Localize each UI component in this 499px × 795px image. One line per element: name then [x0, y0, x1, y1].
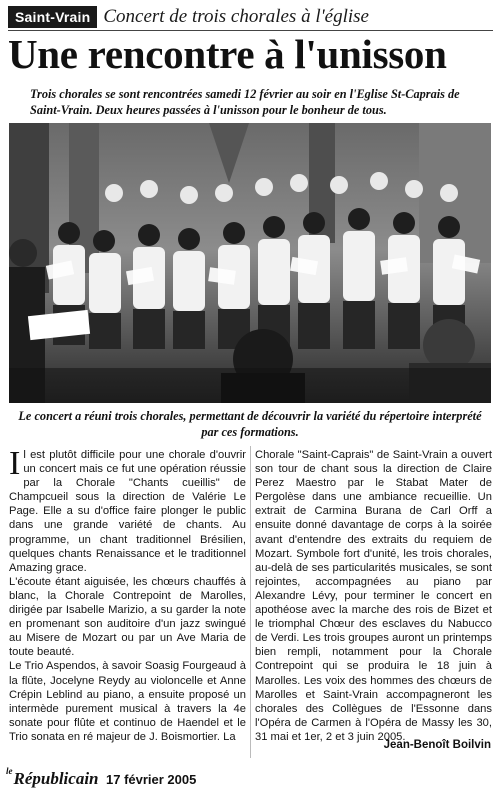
paragraph: L'écoute étant aiguisée, les chœurs chauffés à blanc, la Chorale Contrepoint de Marolles, dirigée par Isabelle Marizio, a su garder la note en promenant son auditoire d'un jazz swingué au Misere de Mozart ou par un Ave Maria de toute beauté.	[9, 575, 246, 659]
newspaper-logo-prefix: le	[6, 766, 13, 776]
drop-cap: I	[9, 445, 21, 482]
paragraph	[9, 445, 246, 575]
column-divider	[250, 446, 251, 758]
choir-photo-illustration	[9, 123, 491, 403]
publication-date: 17 février 2005	[106, 772, 197, 787]
standfirst: Trois chorales se sont rencontrées samedi 12 février au soir en l'Eglise St-Caprais de Saint-Vrain. Deux heures passées à l'unisson pour le bonheur de tous.	[30, 87, 460, 117]
body-column-left	[9, 445, 246, 744]
photo-caption: Le concert a réuni trois chorales, permettant de découvrir la variété du répertoire interprété par ces formations.	[18, 409, 482, 439]
choir-photo	[9, 123, 491, 403]
author-byline: Jean-Benoît Boilvin	[383, 739, 491, 751]
body-column-right	[255, 448, 492, 744]
headline: Une rencontre à l'unisson	[8, 31, 447, 77]
section-title: Concert de trois chorales à l'église	[103, 6, 369, 27]
location-kicker: Saint-Vrain	[8, 6, 97, 28]
paragraph: Chorale "Saint-Caprais" de Saint-Vrain a ouvert son tour de chant sous la direction de Claire Perez Maestro par le Stabat Mater de Pergolèse dans une ambiance recueillie. Un extrait de Carmina Burana de Carl Orff a ensuite donné davantage de corps à la soirée avant d'entendre des extraits du requiem de Mozart. Symbole fort d'unité, les trois chorales, au-delà de ses particularités musicales, se sont rejointes, accompagnées au piano par Alexandre Lévy, pour terminer le concert en apothéose avec la marche des rois de Bizet et le triomphal Chœur des esclaves du Nabucco de Verdi. Les trois groupes auront un printemps bien rempli, notamment pour la Chorale Contrepoint qui se produira le 18 juin à Marolles. Les voix des hommes des chœurs de Marolles et Saint-Vrain accompagneront les chorales des Collègues de l'Essonne dans l'Opéra de Carmen à l'Opéra de Massy les 30, 31 mai et 1er, 2 et 3 juin 2005.	[255, 449, 492, 743]
paragraph-text: l est plutôt difficile pour une chorale d'ouvrir un concert mais ce fut une opération réussie par la Chorale "Chants cueillis" de Champcueil sous la direction de Valérie Le Page. Elle a su d'office faire plonger le public dans une grande variété de chants. Au programme, un chant traditionnel Brésilien, quelques chants Renaissance et le traditionnel Amazing grace.	[9, 449, 246, 574]
section-header	[8, 6, 369, 28]
paragraph: Le Trio Aspendos, à savoir Soasig Fourgeaud à la flûte, Jocelyne Reydy au violoncelle et Anne Crépin Leblind au piano, a ensuite proposé un intermède purement musical à travers la 4e sonate pour flûte et continuo de Haendel et le Trio sonata en ré majeur de J. Boismortier. La	[9, 660, 246, 743]
newspaper-logo-name: Républicain	[13, 769, 99, 788]
newspaper-logo	[6, 766, 99, 789]
